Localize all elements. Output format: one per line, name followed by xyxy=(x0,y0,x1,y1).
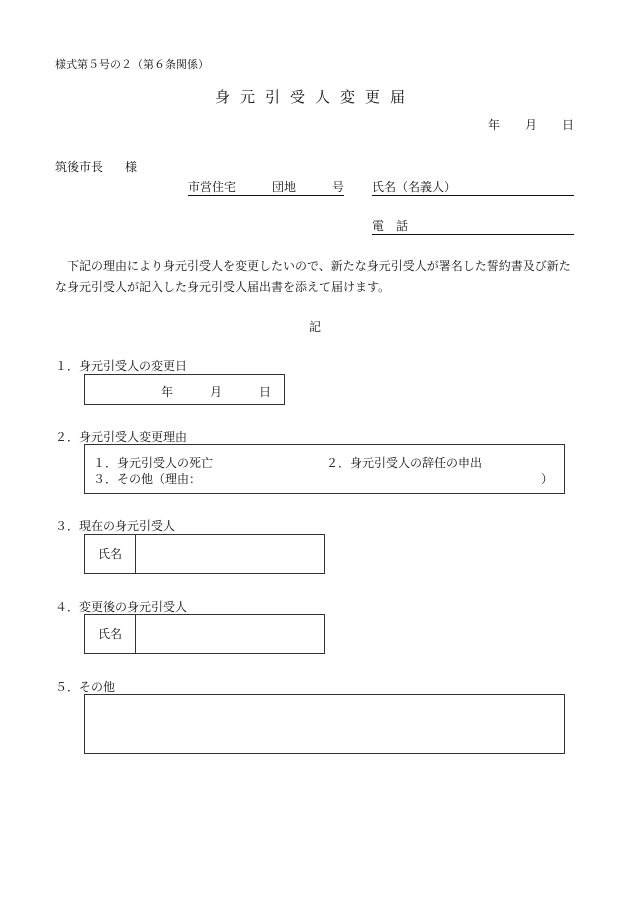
date-day: 日 xyxy=(562,118,575,132)
section-4-label: ４．変更後の身元引受人 xyxy=(55,600,188,614)
section-2-label: ２．身元引受人変更理由 xyxy=(55,430,188,444)
body-text xyxy=(55,256,580,298)
change-date-box[interactable] xyxy=(84,374,285,405)
section-3-label: ３．現在の身元引受人 xyxy=(55,519,176,533)
date-year: 年 xyxy=(488,118,501,132)
current-guarantor-name-label: 氏名 xyxy=(85,535,136,573)
page-title: 身元引受人変更届 xyxy=(214,88,415,106)
residence-prefix: 市営住宅 xyxy=(188,180,237,194)
applicant-phone-field[interactable] xyxy=(372,217,574,235)
section-5-label: ５．その他 xyxy=(55,680,116,694)
residence-number: 号 xyxy=(332,180,345,194)
section-1-label: １．身元引受人の変更日 xyxy=(55,359,188,373)
reason-option-resignation[interactable]: ２．身元引受人の辞任の申出 xyxy=(326,456,483,470)
residence-field[interactable] xyxy=(188,178,344,196)
body-text-content: 下記の理由により身元引受人を変更したいので、新たな身元引受人が署名した誓約書及び新たな身元引受人が記入した身元引受人届出書を添えて届けます。 xyxy=(55,259,571,294)
addressee xyxy=(55,158,137,175)
reason-option-other[interactable]: ３．その他（理由： xyxy=(93,472,202,486)
addressee-name: 筑後市長 xyxy=(55,160,104,174)
applicant-name-label: 氏名（名義人） xyxy=(372,180,457,194)
change-date-year: 年 xyxy=(161,385,174,399)
new-guarantor-name-label: 氏名 xyxy=(85,615,136,653)
change-date-day: 日 xyxy=(259,385,272,399)
residence-danchi: 団地 xyxy=(272,180,297,194)
form-number: 様式第５号の２（第６条関係） xyxy=(55,58,209,71)
change-reason-box xyxy=(84,444,565,494)
new-guarantor-box[interactable] xyxy=(84,614,325,654)
reason-option-death[interactable]: １．身元引受人の死亡 xyxy=(93,456,214,470)
addressee-honorific: 様 xyxy=(125,160,138,174)
other-notes-box[interactable] xyxy=(84,694,565,754)
residence-line xyxy=(188,178,344,196)
applicant-phone-label: 電 話 xyxy=(372,219,409,233)
date-month: 月 xyxy=(525,118,538,132)
change-date-month: 月 xyxy=(210,385,223,399)
submission-date xyxy=(488,116,574,133)
ki-heading: 記 xyxy=(308,320,321,334)
current-guarantor-box[interactable] xyxy=(84,534,325,574)
applicant-name-field[interactable] xyxy=(372,178,574,196)
reason-other-close: ） xyxy=(541,472,554,486)
